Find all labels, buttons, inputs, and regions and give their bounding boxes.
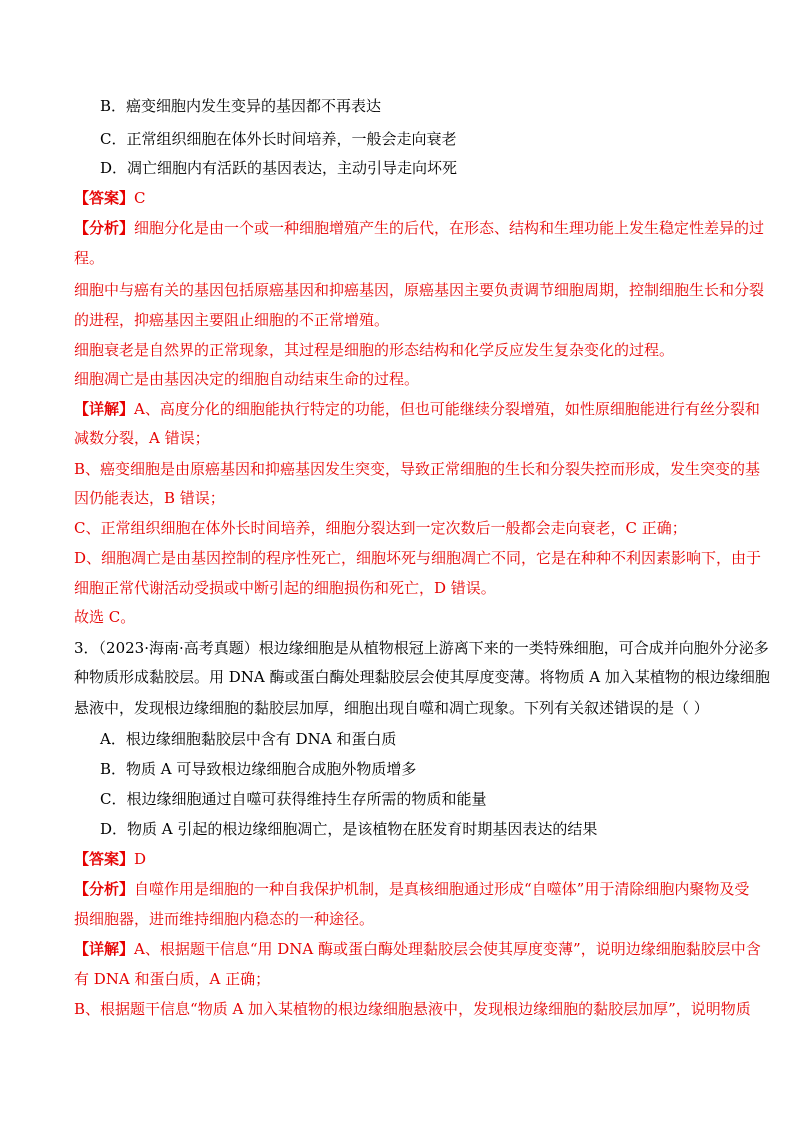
- q3-analysis-line-1: [74, 878, 749, 900]
- analysis-text: 自噬作用是细胞的一种自我保护机制，是真核细胞通过形成“自噬体”用于清除细胞内聚物及受: [134, 880, 750, 898]
- detail-text: A、根据题干信息“用 DNA 酶或蛋白酶处理黏胶层会使其厚度变薄”，说明边缘细胞黏胶层中含: [134, 940, 761, 958]
- detail-tag: 【详解】: [74, 940, 135, 958]
- q2-detail-line-1: [74, 398, 760, 420]
- q3-answer: [74, 848, 146, 870]
- answer-tag: 【答案】: [74, 189, 135, 207]
- q3-option-d: D．物质 A 引起的根边缘细胞凋亡，是该植物在胚发育时期基因表达的结果: [100, 820, 598, 838]
- answer-value: D: [134, 850, 147, 868]
- q3-detail-line-3: B、根据题干信息“物质 A 加入某植物的根边缘细胞悬液中，发现根边缘细胞的黏胶层加厚”，说明物质: [74, 1000, 751, 1018]
- q2-option-d: D．凋亡细胞内有活跃的基因表达，主动引导走向坏死: [100, 159, 458, 177]
- q3-option-a: A．根边缘细胞黏胶层中含有 DNA 和蛋白质: [100, 730, 397, 748]
- q3-stem-line-1: 3．（2023·海南·高考真题）根边缘细胞是从植物根冠上游离下来的一类特殊细胞，可合成并向胞外分泌多: [74, 639, 769, 657]
- q2-detail-line-6: D、细胞凋亡是由基因控制的程序性死亡，细胞坏死与细胞凋亡不同，它是在种种不利因素影响下，由于: [74, 549, 762, 567]
- q2-analysis-line-6: 细胞凋亡是由基因决定的细胞自动结束生命的过程。: [74, 370, 420, 388]
- answer-tag: 【答案】: [74, 850, 135, 868]
- q2-answer: [74, 187, 146, 209]
- q2-analysis-line-1: [74, 217, 764, 239]
- q2-analysis-line-3: 细胞中与癌有关的基因包括原癌基因和抑癌基因，原癌基因主要负责调节细胞周期，控制细胞生长和分裂: [74, 281, 765, 299]
- q2-detail-line-2: 减数分裂，A 错误；: [74, 429, 210, 447]
- answer-value: C: [134, 189, 146, 207]
- q2-detail-line-3: B、癌变细胞是由原癌基因和抑癌基因发生突变，导致正常细胞的生长和分裂失控而形成，发生突变的基: [74, 460, 761, 478]
- q3-detail-line-2: 有 DNA 和蛋白质，A 正确；: [74, 970, 271, 988]
- analysis-tag: 【分析】: [74, 880, 135, 898]
- q2-analysis-line-5: 细胞衰老是自然界的正常现象，其过程是细胞的形态结构和化学反应发生复杂变化的过程。: [74, 341, 675, 359]
- analysis-text: 细胞分化是由一个或一种细胞增殖产生的后代，在形态、结构和生理功能上发生稳定性差异的过: [134, 219, 765, 237]
- q2-detail-line-5: C、正常组织细胞在体外长时间培养，细胞分裂达到一定次数后一般都会走向衰老，C 正确；: [74, 519, 687, 537]
- detail-text: A、高度分化的细胞能执行特定的功能，但也可能继续分裂增殖，如性原细胞能进行有丝分裂和: [134, 400, 760, 418]
- q3-option-c: C．根边缘细胞通过自噬可获得维持生存所需的物质和能量: [100, 790, 487, 808]
- q3-stem-line-2: 种物质形成黏胶层。用 DNA 酶或蛋白酶处理黏胶层会使其厚度变薄。将物质 A 加入某植物的根边缘细胞: [74, 668, 770, 686]
- q2-analysis-line-4: 的进程，抑癌基因主要阻止细胞的不正常增殖。: [74, 311, 390, 329]
- analysis-tag: 【分析】: [74, 219, 135, 237]
- q2-detail-line-7: 细胞正常代谢活动受损或中断引起的细胞损伤和死亡，D 错误。: [74, 579, 496, 597]
- q2-detail-line-4: 因仍能表达，B 错误；: [74, 489, 225, 507]
- q2-choose: 故选 C。: [74, 608, 136, 626]
- q3-detail-line-1: [74, 938, 761, 960]
- q2-option-b: B．癌变细胞内发生变异的基因都不再表达: [100, 97, 382, 115]
- detail-tag: 【详解】: [74, 400, 135, 418]
- q2-analysis-line-2: 程。: [74, 249, 105, 267]
- q3-analysis-line-2: 损细胞器，进而维持细胞内稳态的一种途径。: [74, 910, 375, 928]
- q3-stem-line-3: 悬液中，发现根边缘细胞的黏胶层加厚，细胞出现自噬和凋亡现象。下列有关叙述错误的是（ ）: [74, 699, 709, 717]
- q3-option-b: B．物质 A 可导致根边缘细胞合成胞外物质增多: [100, 760, 417, 778]
- q2-option-c: C．正常组织细胞在体外长时间培养，一般会走向衰老: [100, 130, 457, 148]
